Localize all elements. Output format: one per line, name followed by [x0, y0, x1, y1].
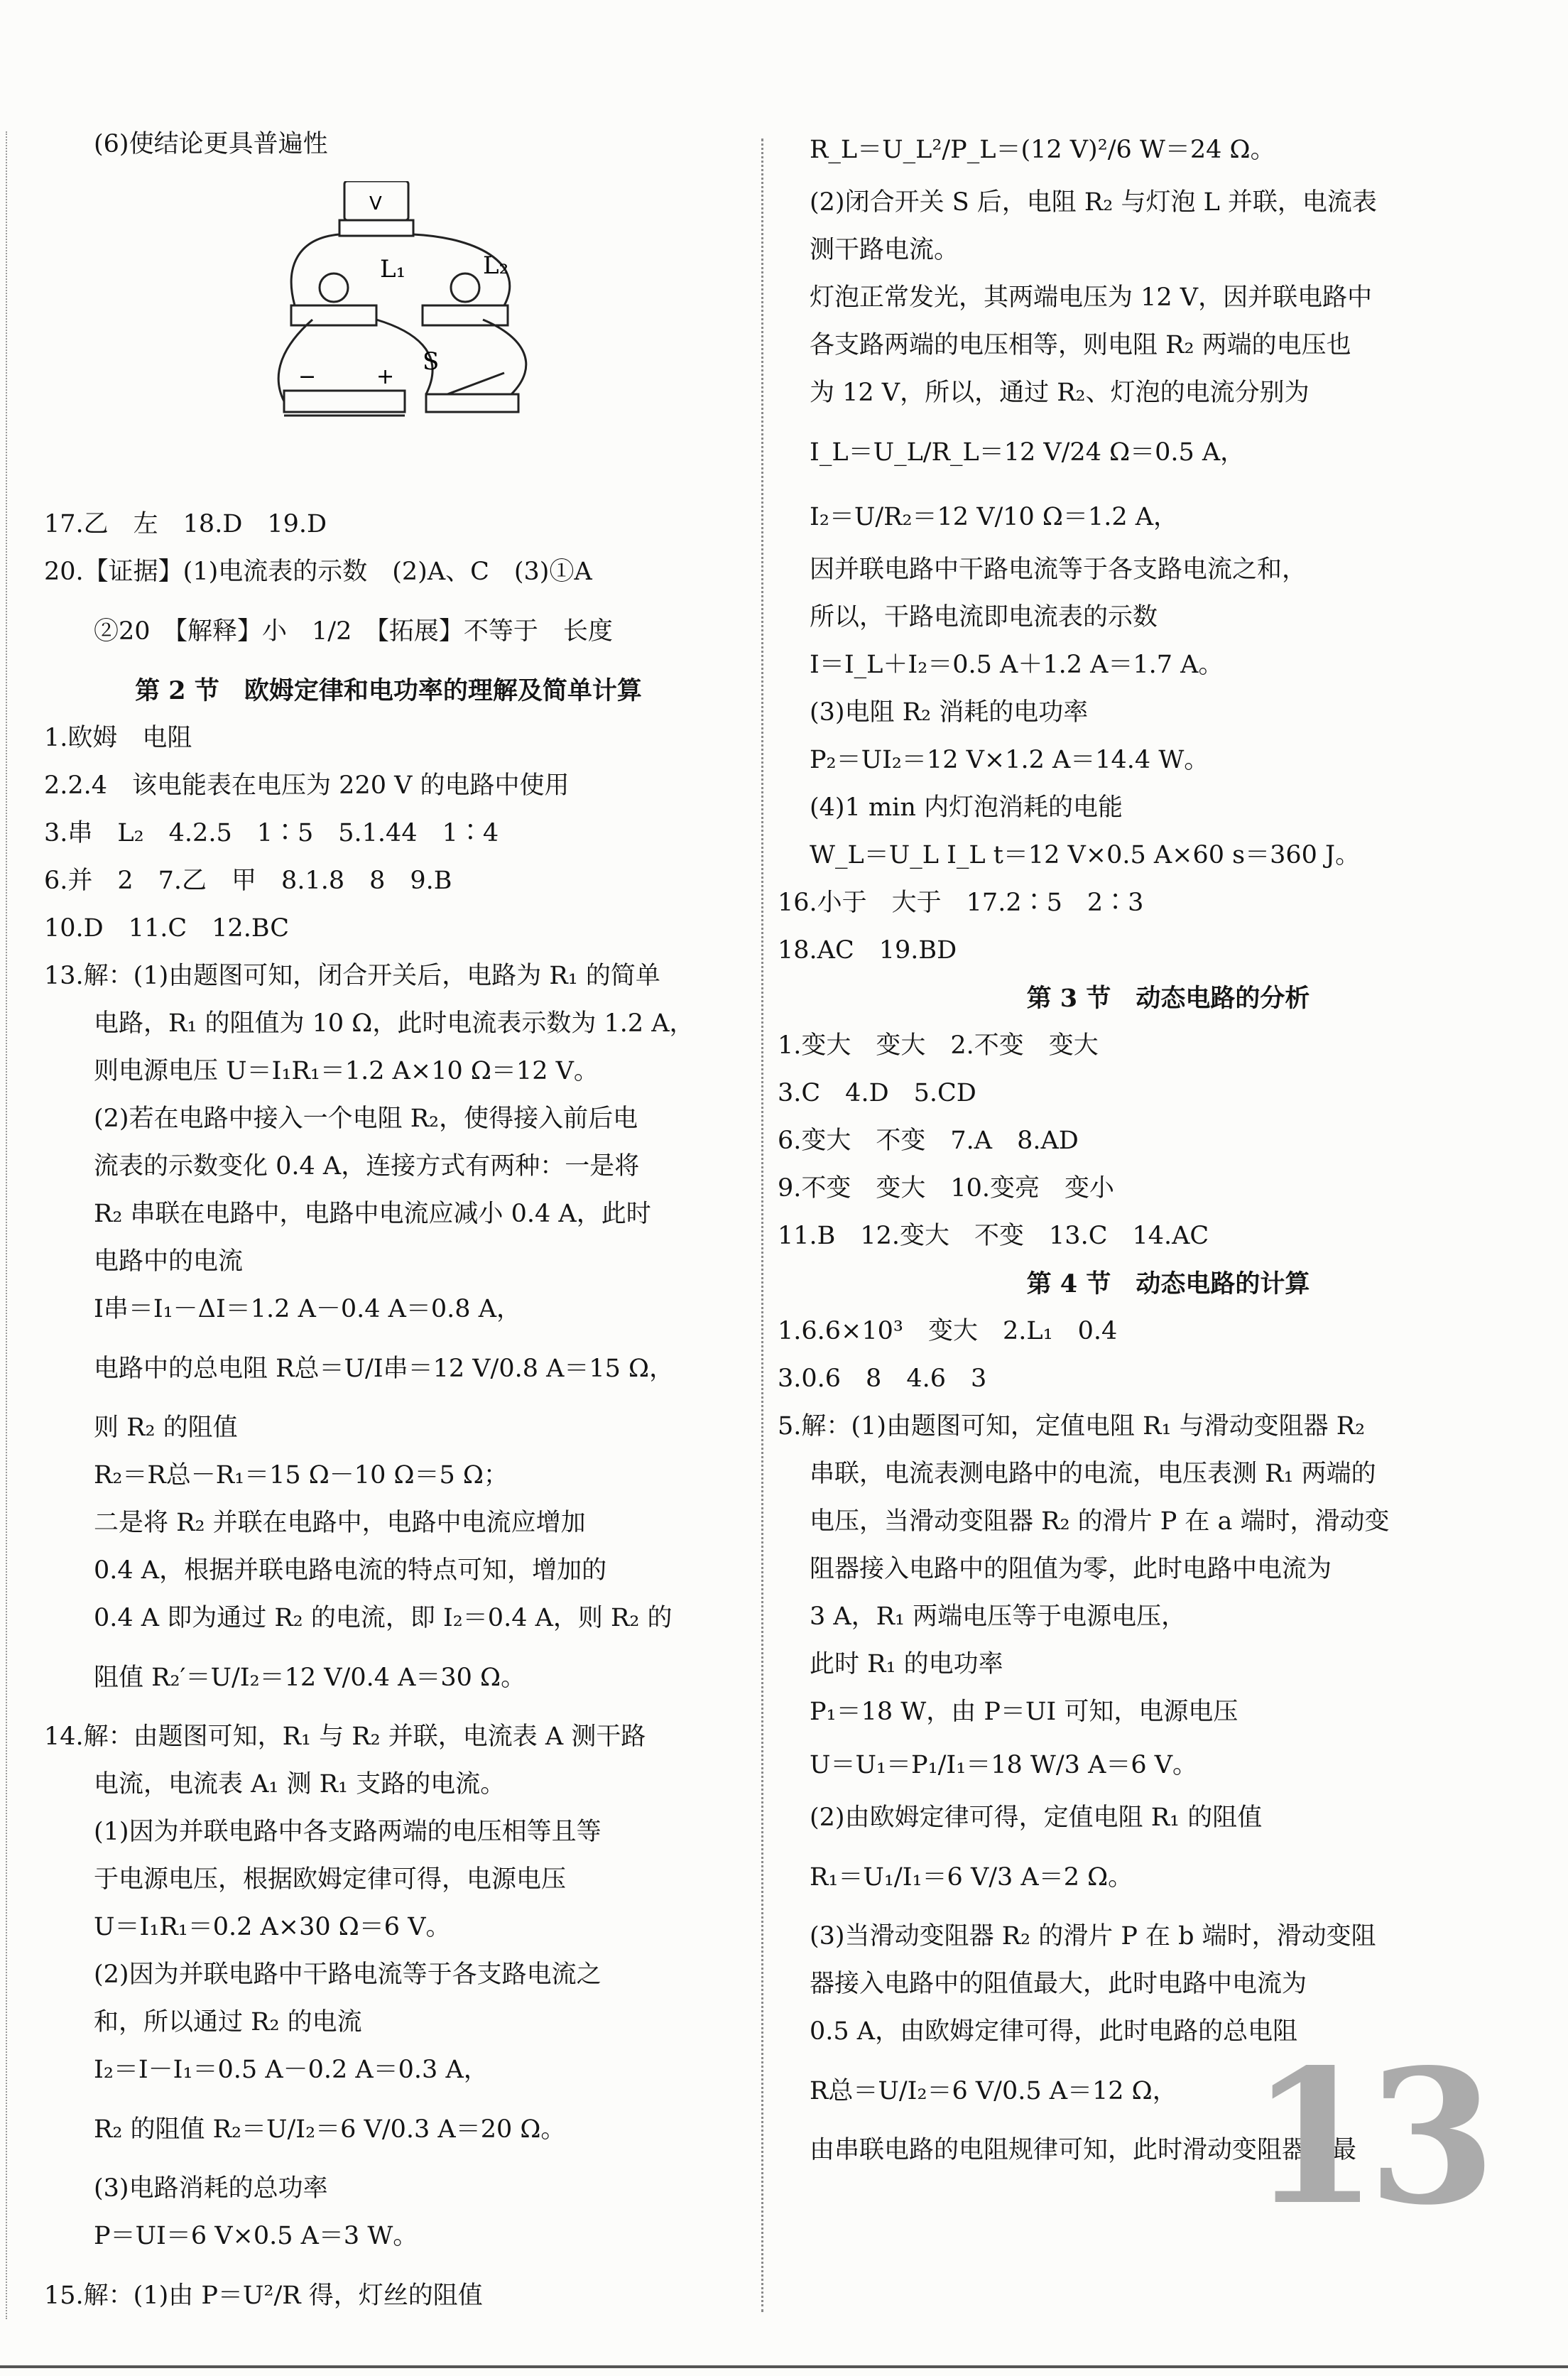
left-line: 二是将 R₂ 并联在电路中，电路中电流应增加 — [94, 1509, 586, 1537]
left-margin-rule — [6, 131, 7, 2319]
right-line: 各支路两端的电压相等，则电阻 R₂ 两端的电压也 — [810, 331, 1351, 359]
right-line: 为 12 V，所以，通过 R₂、灯泡的电流分别为 — [810, 379, 1310, 407]
right-line: 阻器接入电路中的阻值为零，此时电路中电流为 — [810, 1555, 1332, 1583]
switch-lever — [447, 373, 504, 394]
minus-label: − — [298, 364, 317, 389]
right-line: 11.B 12.变大 不变 13.C 14.AC — [778, 1222, 1209, 1250]
right-line: 器接入电路中的阻值最大，此时电路中电流为 — [810, 1970, 1307, 1998]
right-line: P₂＝UI₂＝12 V×1.2 A＝14.4 W。 — [810, 746, 1209, 774]
left-line: R₂ 串联在电路中，电路中电流应减小 0.4 A，此时 — [94, 1200, 651, 1228]
left-line: 电路，R₁ 的阻值为 10 Ω，此时电流表示数为 1.2 A， — [94, 1009, 695, 1038]
right-line: 18.AC 19.BD — [778, 936, 957, 965]
lamp2-label: L₂ — [483, 251, 509, 280]
left-line: 第 2 节 欧姆定律和电功率的理解及简单计算 — [135, 676, 642, 705]
lamp2-icon — [451, 273, 479, 302]
left-line: (2)若在电路中接入一个电阻 R₂，使得接入前后电 — [94, 1105, 638, 1133]
right-line: 0.5 A，由欧姆定律可得，此时电路的总电阻 — [810, 2017, 1298, 2046]
left-line: 0.4 A，根据并联电路电流的特点可知，增加的 — [94, 1556, 607, 1585]
bottom-rule — [0, 2365, 1568, 2368]
left-line: 2.2.4 该电能表在电压为 220 V 的电路中使用 — [44, 771, 570, 800]
left-line: 15.解：(1)由 P＝U²/R 得，灯丝的阻值 — [44, 2282, 483, 2310]
column-divider — [761, 139, 763, 2312]
right-column — [778, 121, 1527, 2174]
right-line: 第 4 节 动态电路的计算 — [1026, 1269, 1310, 1298]
right-line: (2)由欧姆定律可得，定值电阻 R₁ 的阻值 — [810, 1803, 1263, 1832]
left-line: P＝UI＝6 V×0.5 A＝3 W。 — [94, 2222, 418, 2250]
left-line: 电流，电流表 A₁ 测 R₁ 支路的电流。 — [94, 1770, 506, 1799]
left-line: 于电源电压，根据欧姆定律可得，电源电压 — [94, 1865, 567, 1894]
plus-label: + — [376, 364, 395, 389]
left-line: 10.D 11.C 12.BC — [44, 914, 289, 943]
voltmeter-label: V — [369, 193, 382, 215]
right-line: 由串联电路的电阻规律可知，此时滑动变阻器的最 — [810, 2136, 1357, 2164]
lamp1-icon — [320, 273, 348, 302]
left-line: 电路中的总电阻 R总＝U/I串＝12 V/0.8 A＝15 Ω， — [94, 1355, 675, 1383]
right-line: 3.0.6 8 4.6 3 — [778, 1365, 987, 1393]
right-line: (4)1 min 内灯泡消耗的电能 — [810, 793, 1123, 822]
left-line: 阻值 R₂′＝U/I₂＝12 V/0.4 A＝30 Ω。 — [94, 1664, 526, 1692]
right-line: 灯泡正常发光，其两端电压为 12 V，因并联电路中 — [810, 283, 1373, 312]
right-line: R₁＝U₁/I₁＝6 V/3 A＝2 Ω。 — [810, 1863, 1133, 1892]
right-line: 第 3 节 动态电路的分析 — [1026, 984, 1310, 1013]
right-line: 此时 R₁ 的电功率 — [810, 1650, 1003, 1678]
switch-base — [426, 394, 518, 412]
right-line: P₁＝18 W，由 P＝UI 可知，电源电压 — [810, 1698, 1238, 1726]
right-line: I₂＝U/R₂＝12 V/10 Ω＝1.2 A， — [810, 503, 1179, 531]
left-line: R₂ 的阻值 R₂＝U/I₂＝6 V/0.3 A＝20 Ω。 — [94, 2115, 566, 2144]
left-line: ②20 【解释】小 1/2 【拓展】不等于 长度 — [94, 617, 613, 646]
right-line: 串联，电流表测电路中的电流，电压表测 R₁ 两端的 — [810, 1460, 1376, 1488]
left-line: 则 R₂ 的阻值 — [94, 1414, 238, 1442]
left-line: (2)因为并联电路中干路电流等于各支路电流之 — [94, 1960, 601, 1989]
left-line: 和，所以通过 R₂ 的电流 — [94, 2008, 362, 2036]
left-line: I₂＝I－I₁＝0.5 A－0.2 A＝0.3 A， — [94, 2056, 489, 2084]
right-line: U＝U₁＝P₁/I₁＝18 W/3 A＝6 V。 — [810, 1751, 1198, 1779]
left-line: (1)因为并联电路中各支路两端的电压相等且等 — [94, 1818, 601, 1846]
left-line: (3)电路消耗的总功率 — [94, 2174, 328, 2203]
left-line: U＝I₁R₁＝0.2 A×30 Ω＝6 V。 — [94, 1913, 451, 1941]
right-line: R总＝U/I₂＝6 V/0.5 A＝12 Ω， — [810, 2077, 1177, 2105]
right-line: W_L＝U_L I_L t＝12 V×0.5 A×60 s＝360 J。 — [810, 841, 1361, 869]
left-line: 电路中的电流 — [94, 1247, 244, 1276]
lamp1-label: L₁ — [380, 255, 406, 283]
right-line: 3.C 4.D 5.CD — [778, 1079, 976, 1107]
circuit-diagram — [270, 181, 547, 419]
left-line: 13.解：(1)由题图可知，闭合开关后，电路为 R₁ 的简单 — [44, 962, 660, 990]
right-line: 16.小于 大于 17.2∶5 2∶3 — [778, 889, 1144, 917]
right-line: R_L＝U_L²/P_L＝(12 V)²/6 W＝24 Ω。 — [810, 136, 1275, 164]
right-line: 测干路电流。 — [810, 236, 959, 264]
right-line: 9.不变 变大 10.变亮 变小 — [778, 1174, 1115, 1203]
right-line: 6.变大 不变 7.A 8.AD — [778, 1127, 1079, 1155]
right-line: 1.变大 变大 2.不变 变大 — [778, 1031, 1099, 1060]
right-line: (3)当滑动变阻器 R₂ 的滑片 P 在 b 端时，滑动变阻 — [810, 1922, 1376, 1951]
left-line: 1.欧姆 电阻 — [44, 724, 192, 752]
right-line: 3 A，R₁ 两端电压等于电源电压， — [810, 1602, 1187, 1631]
lamp2-base — [423, 305, 508, 325]
left-line: 6.并 2 7.乙 甲 8.1.8 8 9.B — [44, 867, 452, 895]
right-line: 1.6.6×10³ 变大 2.L₁ 0.4 — [778, 1317, 1118, 1345]
left-column — [44, 121, 733, 2331]
right-line: I_L＝U_L/R_L＝12 V/24 Ω＝0.5 A， — [810, 438, 1246, 467]
right-line: 电压，当滑动变阻器 R₂ 的滑片 P 在 a 端时，滑动变 — [810, 1507, 1390, 1536]
left-line: I串＝I₁－ΔI＝1.2 A－0.4 A＝0.8 A， — [94, 1295, 521, 1323]
switch-label: S — [423, 347, 440, 376]
right-line: (2)闭合开关 S 后，电阻 R₂ 与灯泡 L 并联，电流表 — [810, 188, 1377, 217]
left-line: 3.串 L₂ 4.2.5 1∶5 5.1.44 1∶4 — [44, 819, 499, 847]
right-line: 因并联电路中干路电流等于各支路电流之和， — [810, 555, 1307, 584]
left-line: 流表的示数变化 0.4 A，连接方式有两种：一是将 — [94, 1152, 640, 1181]
right-line: (3)电阻 R₂ 消耗的电功率 — [810, 698, 1089, 727]
right-line: 5.解：(1)由题图可知，定值电阻 R₁ 与滑动变阻器 R₂ — [778, 1412, 1366, 1441]
page-number: 13 — [1250, 2029, 1486, 2246]
battery-icon — [284, 391, 405, 412]
left-line: (6)使结论更具普遍性 — [94, 130, 328, 158]
right-line: 所以，干路电流即电流表的示数 — [810, 603, 1158, 631]
left-line: 0.4 A 即为通过 R₂ 的电流，即 I₂＝0.4 A，则 R₂ 的 — [94, 1604, 673, 1632]
left-line: 14.解：由题图可知，R₁ 与 R₂ 并联，电流表 A 测干路 — [44, 1723, 646, 1751]
left-line: R₂＝R总－R₁＝15 Ω－10 Ω＝5 Ω； — [94, 1461, 508, 1490]
left-line: 则电源电压 U＝I₁R₁＝1.2 A×10 Ω＝12 V。 — [94, 1057, 599, 1085]
left-line: 17.乙 左 18.D 19.D — [44, 510, 327, 538]
left-line: 20.【证据】(1)电流表的示数 (2)A、C (3)①A — [44, 558, 592, 586]
lamp1-base — [291, 305, 376, 325]
right-line: I＝I_L＋I₂＝0.5 A＋1.2 A＝1.7 A。 — [810, 651, 1224, 679]
